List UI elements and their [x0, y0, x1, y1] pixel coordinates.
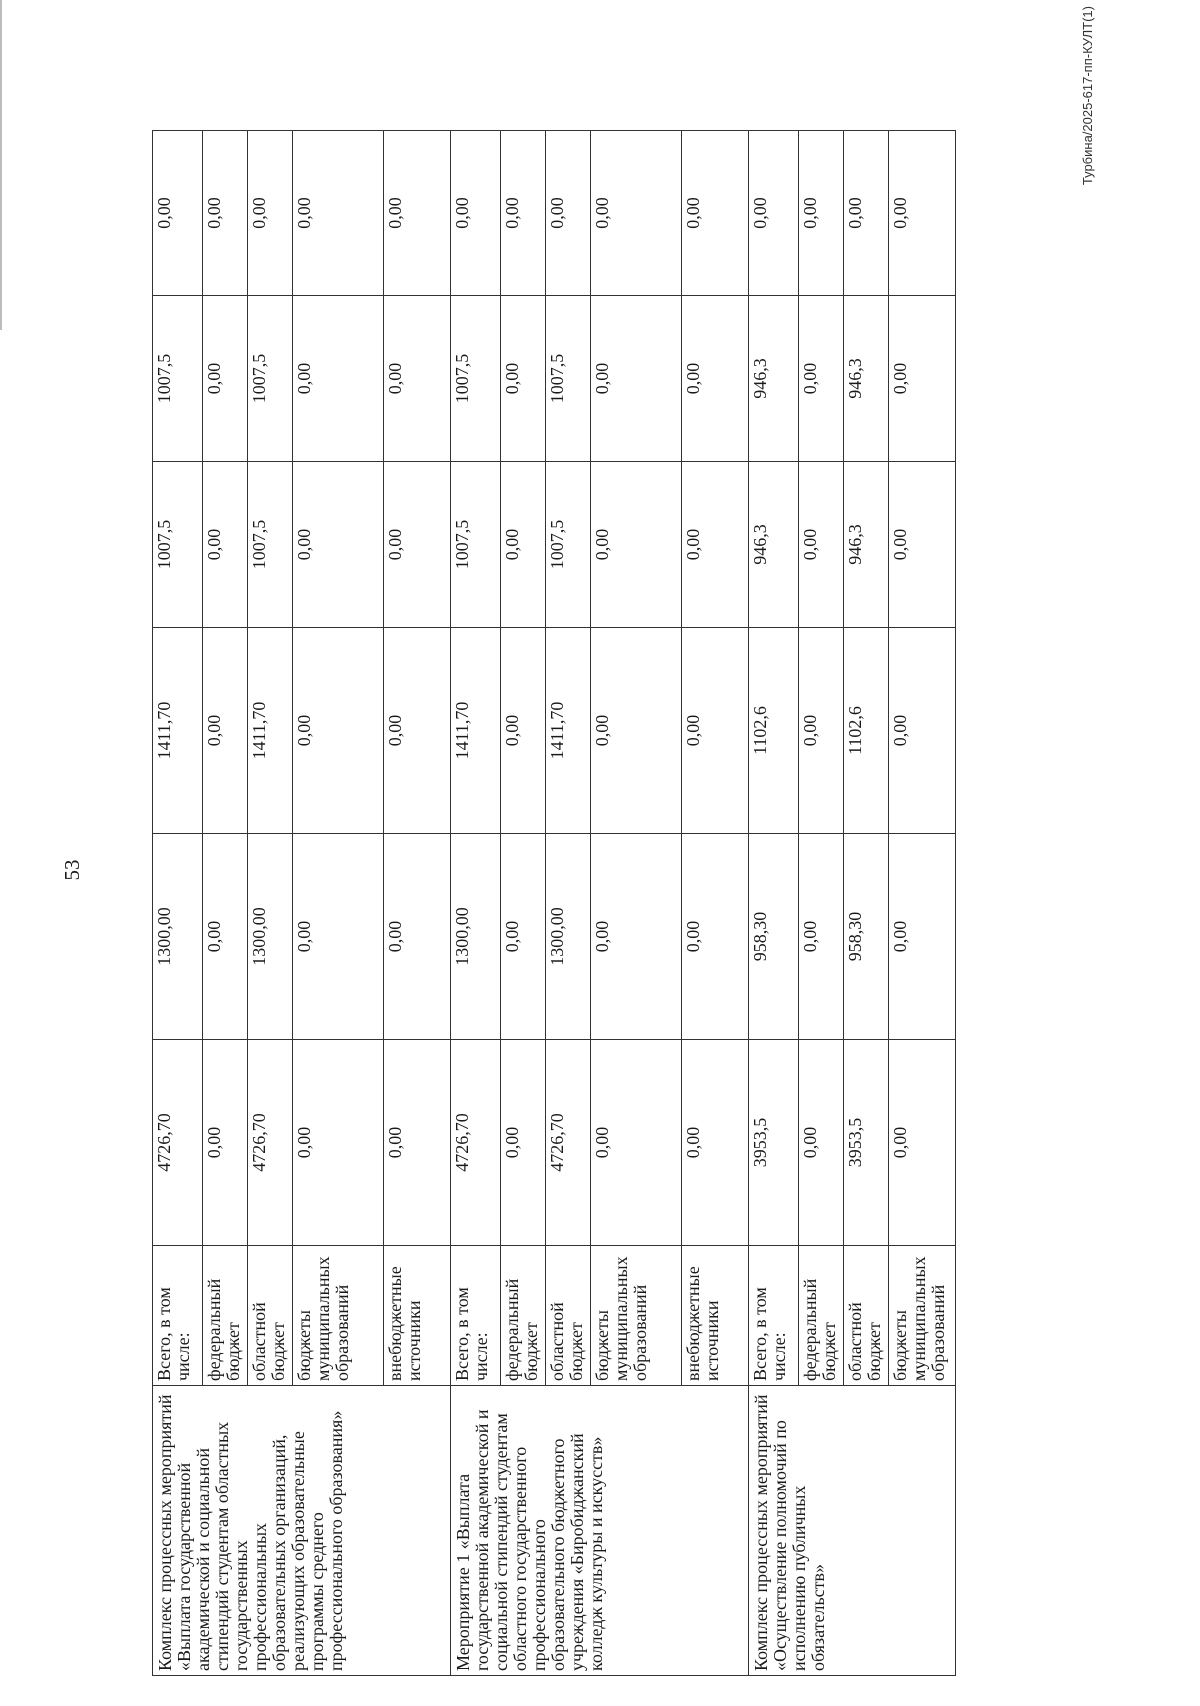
- amount-cell: 0,00: [384, 296, 451, 462]
- amount-cell: 0,00: [799, 628, 844, 834]
- amount-cell: 0,00: [799, 462, 844, 628]
- amount-cell: 0,00: [203, 1040, 248, 1246]
- amount-cell: 1300,00: [546, 834, 591, 1040]
- amount-cell: 0,00: [682, 296, 749, 462]
- amount-cell: 0,00: [293, 131, 384, 296]
- amount-cell: 0,00: [799, 296, 844, 462]
- amount-cell: 0,00: [889, 462, 956, 628]
- amount-cell: 0,00: [203, 628, 248, 834]
- amount-cell: 1411,70: [546, 628, 591, 834]
- amount-cell: 1007,5: [153, 296, 203, 462]
- funding-source: федеральный бюджет: [799, 1246, 844, 1386]
- amount-cell: 1007,5: [153, 462, 203, 628]
- funding-source: бюджеты муниципальных образований: [293, 1246, 384, 1386]
- funding-source: Всего, в том числе:: [153, 1246, 203, 1386]
- amount-cell: 0,00: [591, 296, 682, 462]
- amount-cell: 0,00: [248, 131, 293, 296]
- amount-cell: 1007,5: [248, 462, 293, 628]
- amount-cell: 0,00: [682, 1040, 749, 1246]
- table-body: [153, 131, 956, 1676]
- measure-description: Комплекс процессных мероприятий «Осуществление полномочий по исполнению публичных обязательств»: [749, 1386, 956, 1676]
- amount-cell: 0,00: [682, 462, 749, 628]
- amount-cell: 1300,00: [451, 834, 501, 1040]
- amount-cell: 1411,70: [248, 628, 293, 834]
- amount-cell: 4726,70: [153, 1040, 203, 1246]
- amount-cell: 0,00: [889, 834, 956, 1040]
- funding-source: Всего, в том числе:: [451, 1246, 501, 1386]
- amount-cell: 0,00: [682, 131, 749, 296]
- amount-cell: 946,3: [844, 462, 889, 628]
- measure-description: Мероприятие 1 «Выплата государственной академической и социальной стипендий студентам областного государственного профессионального образовательного бюджетного учреждения «Биробиджанский колледж культуры и искусств»: [451, 1386, 749, 1676]
- table-row: [153, 131, 203, 1676]
- amount-cell: 4726,70: [546, 1040, 591, 1246]
- amount-cell: 1102,6: [844, 628, 889, 834]
- amount-cell: 0,00: [384, 1040, 451, 1246]
- amount-cell: 0,00: [203, 834, 248, 1040]
- amount-cell: 946,3: [749, 296, 799, 462]
- amount-cell: 0,00: [889, 628, 956, 834]
- amount-cell: 0,00: [682, 834, 749, 1040]
- amount-cell: 0,00: [203, 296, 248, 462]
- funding-source: областной бюджет: [844, 1246, 889, 1386]
- amount-cell: 0,00: [799, 834, 844, 1040]
- amount-cell: 0,00: [384, 834, 451, 1040]
- amount-cell: 1411,70: [153, 628, 203, 834]
- amount-cell: 0,00: [384, 131, 451, 296]
- measure-description: Комплекс процессных мероприятий «Выплата государственной академической и социальной стипендий студентам областных государственных профессиональных образовательных организаций, реализующих образовательные программы среднего профессионального образования»: [153, 1386, 451, 1676]
- amount-cell: 0,00: [591, 462, 682, 628]
- amount-cell: 1411,70: [451, 628, 501, 834]
- amount-cell: 0,00: [501, 131, 546, 296]
- funding-source: федеральный бюджет: [203, 1246, 248, 1386]
- amount-cell: 0,00: [501, 628, 546, 834]
- amount-cell: 0,00: [682, 628, 749, 834]
- amount-cell: 946,3: [749, 462, 799, 628]
- amount-cell: 0,00: [749, 131, 799, 296]
- amount-cell: 0,00: [384, 462, 451, 628]
- amount-cell: 1007,5: [546, 462, 591, 628]
- amount-cell: 0,00: [384, 628, 451, 834]
- budget-table: [152, 130, 956, 1676]
- amount-cell: 958,30: [749, 834, 799, 1040]
- amount-cell: 0,00: [293, 296, 384, 462]
- amount-cell: 0,00: [501, 296, 546, 462]
- document-code: Турбина/2025-617-пп-КУЛТ(1): [1080, 6, 1095, 186]
- amount-cell: 3953,5: [844, 1040, 889, 1246]
- funding-source: внебюджетные источники: [682, 1246, 749, 1386]
- amount-cell: 0,00: [293, 462, 384, 628]
- amount-cell: 0,00: [844, 131, 889, 296]
- amount-cell: 0,00: [293, 628, 384, 834]
- amount-cell: 1007,5: [451, 296, 501, 462]
- amount-cell: 0,00: [153, 131, 203, 296]
- funding-source: внебюджетные источники: [384, 1246, 451, 1386]
- amount-cell: 1007,5: [546, 296, 591, 462]
- amount-cell: 0,00: [591, 1040, 682, 1246]
- funding-source: федеральный бюджет: [501, 1246, 546, 1386]
- funding-source: областной бюджет: [546, 1246, 591, 1386]
- amount-cell: 0,00: [889, 296, 956, 462]
- amount-cell: 0,00: [293, 834, 384, 1040]
- table-row: [749, 131, 799, 1676]
- amount-cell: 0,00: [591, 131, 682, 296]
- amount-cell: 1007,5: [451, 462, 501, 628]
- amount-cell: 0,00: [203, 462, 248, 628]
- amount-cell: 3953,5: [749, 1040, 799, 1246]
- amount-cell: 4726,70: [248, 1040, 293, 1246]
- amount-cell: 0,00: [293, 1040, 384, 1246]
- amount-cell: 0,00: [501, 1040, 546, 1246]
- amount-cell: 4726,70: [451, 1040, 501, 1246]
- page-number: 53: [60, 859, 84, 881]
- amount-cell: 0,00: [889, 1040, 956, 1246]
- amount-cell: 0,00: [591, 834, 682, 1040]
- amount-cell: 1102,6: [749, 628, 799, 834]
- amount-cell: 958,30: [844, 834, 889, 1040]
- amount-cell: 0,00: [799, 1040, 844, 1246]
- amount-cell: 0,00: [451, 131, 501, 296]
- amount-cell: 0,00: [799, 131, 844, 296]
- amount-cell: 0,00: [591, 628, 682, 834]
- amount-cell: 946,3: [844, 296, 889, 462]
- funding-source: бюджеты муниципальных образований: [591, 1246, 682, 1386]
- amount-cell: 1300,00: [248, 834, 293, 1040]
- amount-cell: 1007,5: [248, 296, 293, 462]
- amount-cell: 0,00: [889, 131, 956, 296]
- amount-cell: 0,00: [203, 131, 248, 296]
- amount-cell: 0,00: [501, 834, 546, 1040]
- funding-source: Всего, в том числе:: [749, 1246, 799, 1386]
- amount-cell: 0,00: [546, 131, 591, 296]
- funding-source: бюджеты муниципальных образований: [889, 1246, 956, 1386]
- funding-source: областной бюджет: [248, 1246, 293, 1386]
- amount-cell: 1300,00: [153, 834, 203, 1040]
- amount-cell: 0,00: [501, 462, 546, 628]
- table-row: [451, 131, 501, 1676]
